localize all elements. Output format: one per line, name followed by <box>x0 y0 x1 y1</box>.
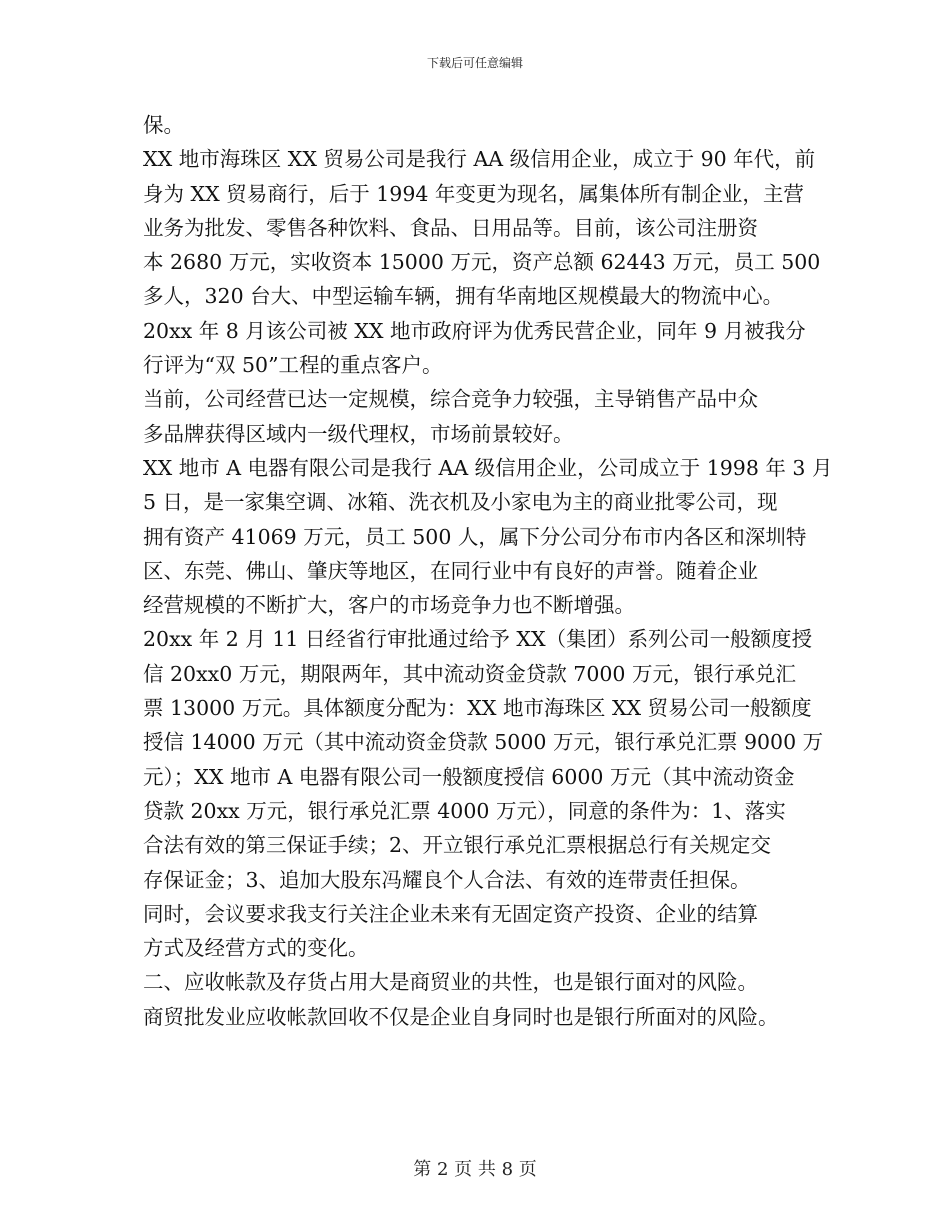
text-line: 二、应收帐款及存货占用大是商贸业的共性，也是银行面对的风险。 <box>143 970 758 995</box>
text-line: 身为 XX 贸易商行，后于 1994 年变更为现名，属集体所有制企业，主营 <box>143 181 804 206</box>
text-line: 元）；XX 地市 A 电器有限公司一般额度授信 6000 万元（其中流动资金 <box>143 764 795 789</box>
text-line: 商贸批发业应收帐款回收不仅是企业自身同时也是银行所面对的风险。 <box>143 1004 779 1029</box>
text-line: 票 13000 万元。具体额度分配为：XX 地市海珠区 XX 贸易公司一般额度 <box>143 696 812 721</box>
page-number-footer: 第 2 页 共 8 页 <box>413 1159 537 1180</box>
text-line: 行评为“双 50”工程的重点客户。 <box>143 353 443 378</box>
text-line: 多品牌获得区域内一级代理权，市场前景较好。 <box>143 421 574 446</box>
text-line: 保。 <box>143 113 184 137</box>
text-line: 20xx 年 2 月 11 日经省行审批通过给予 XX（集团）系列公司一般额度授 <box>143 627 813 652</box>
text-line: 业务为批发、零售各种饮料、食品、日用品等。目前，该公司注册资 <box>143 215 758 240</box>
text-line: 当前，公司经营已达一定规模，综合竞争力较强，主导销售产品中众 <box>143 387 758 412</box>
text-line: 同时，会议要求我支行关注企业未来有无固定资产投资、企业的结算 <box>143 901 758 926</box>
text-line: 经营规模的不断扩大，客户的市场竞争力也不断增强。 <box>143 593 635 618</box>
text-line: XX 地市 A 电器有限公司是我行 AA 级信用企业，公司成立于 1998 年 3 月 <box>143 455 833 480</box>
text-line: 合法有效的第三保证手续；2、开立银行承兑汇票根据总行有关规定交 <box>143 833 772 858</box>
text-line: 本 2680 万元，实收资本 15000 万元，资产总额 62443 万元，员工 500 <box>143 250 821 275</box>
text-line: 存保证金；3、追加大股东冯耀良个人合法、有效的连带责任担保。 <box>143 867 751 892</box>
text-line: 20xx 年 8 月该公司被 XX 地市政府评为优秀民营企业，同年 9 月被我分 <box>143 318 806 343</box>
text-line: 信 20xx0 万元，期限两年，其中流动资金贷款 7000 万元，银行承兑汇 <box>143 661 796 686</box>
text-line: 贷款 20xx 万元，银行承兑汇票 4000 万元），同意的条件为：1、落实 <box>143 798 786 823</box>
text-line: 多人，320 台大、中型运输车辆，拥有华南地区规模最大的物流中心。 <box>143 284 784 309</box>
text-line: 拥有资产 41069 万元，员工 500 人，属下分公司分布市内各区和深圳特 <box>143 524 807 549</box>
text-line: 区、东莞、佛山、肇庆等地区，在同行业中有良好的声誉。随着企业 <box>143 558 758 583</box>
document-body <box>143 108 833 1034</box>
text-line: XX 地市海珠区 XX 贸易公司是我行 AA 级信用企业，成立于 90 年代，前 <box>143 147 816 172</box>
text-line: 授信 14000 万元（其中流动资金贷款 5000 万元，银行承兑汇票 9000 万 <box>143 730 824 755</box>
text-line: 5 日，是一家集空调、冰箱、洗衣机及小家电为主的商业批零公司，现 <box>143 490 778 515</box>
page-header: 下载后可任意编辑 <box>426 56 523 70</box>
text-line: 方式及经营方式的变化。 <box>143 936 369 961</box>
